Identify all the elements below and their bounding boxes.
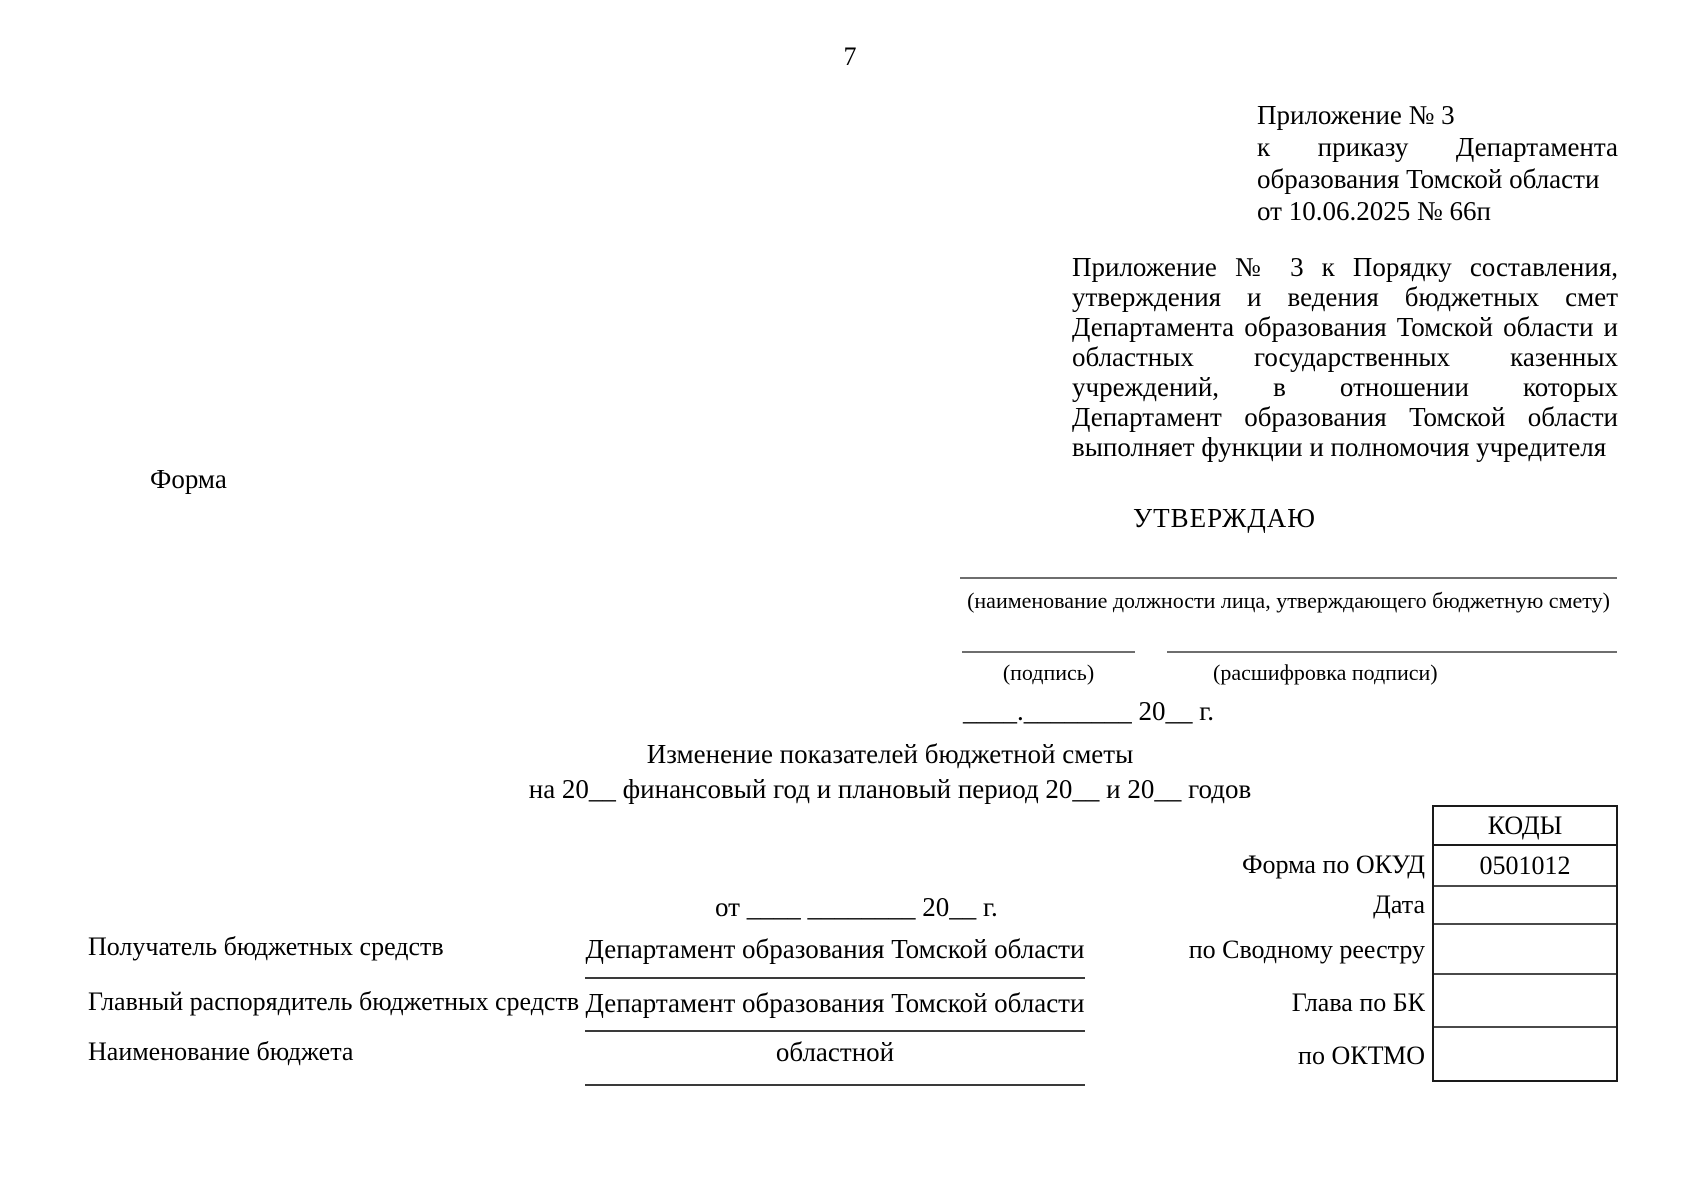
- registry-value-cell: [1434, 925, 1616, 975]
- signature-name-underline: [1167, 651, 1617, 653]
- recipient-value: Департамент образования Томской области: [585, 934, 1085, 964]
- budget-name-underline: [585, 1084, 1085, 1086]
- document-title-line1: Изменение показателей бюджетной сметы: [646, 739, 1134, 769]
- appendix-procedure-line: утверждения и ведения бюджетных смет: [1072, 282, 1618, 312]
- okud-label: Форма по ОКУД: [1242, 850, 1425, 879]
- appendix-procedure-line: Департамент образования Томской области: [1072, 402, 1618, 432]
- recipient-underline: [585, 977, 1085, 979]
- bk-chapter-value-cell: [1434, 975, 1616, 1028]
- appendix-order-line: Приложение № 3: [1257, 100, 1455, 130]
- administrator-value: Департамент образования Томской области: [585, 988, 1085, 1018]
- appendix-procedure-line: областных государственных казенных: [1072, 342, 1618, 372]
- okud-value-cell: 0501012: [1434, 846, 1616, 887]
- administrator-label: Главный распорядитель бюджетных средств: [88, 987, 580, 1016]
- appendix-procedure-line: Департамента образования Томской области и: [1072, 312, 1618, 342]
- signature-caption: (подпись): [1002, 660, 1095, 685]
- appendix-procedure-line: учреждений, в отношении которых: [1072, 372, 1618, 402]
- appendix-procedure-block: [1072, 252, 1618, 462]
- approve-date-blank: ____.________ 20__ г.: [963, 696, 1215, 726]
- budget-name-value: областной: [775, 1037, 895, 1067]
- appendix-order-block: [1257, 99, 1618, 227]
- document-title-line2: на 20__ финансовый год и плановый период 20__ и 20__ годов: [528, 774, 1252, 804]
- date-value-cell: [1434, 887, 1616, 925]
- oktmo-label: по ОКТМО: [1298, 1041, 1425, 1070]
- administrator-underline: [585, 1030, 1085, 1032]
- form-label: Форма: [150, 464, 227, 494]
- approver-position-underline: [960, 577, 1617, 579]
- document-date-blank: от ____ ________ 20__ г.: [715, 892, 998, 922]
- appendix-order-line: образования Томской области: [1257, 164, 1600, 194]
- appendix-procedure-line: Приложение № 3 к Порядку составления,: [1072, 252, 1618, 282]
- budget-name-label: Наименование бюджета: [88, 1037, 354, 1066]
- approver-position-caption: (наименование должности лица, утверждающего бюджетную смету): [967, 588, 1610, 613]
- page-number: 7: [843, 42, 857, 71]
- oktmo-value-cell: [1434, 1028, 1616, 1080]
- approve-heading: УТВЕРЖДАЮ: [1133, 503, 1317, 533]
- registry-label: по Сводному реестру: [1188, 935, 1425, 964]
- appendix-order-line: от 10.06.2025 № 66п: [1257, 196, 1491, 226]
- appendix-procedure-line: выполняет функции и полномочия учредителя: [1072, 432, 1607, 462]
- codes-table-header-cell: КОДЫ: [1434, 807, 1616, 846]
- date-label: Дата: [1373, 890, 1425, 919]
- codes-table: [1432, 805, 1618, 1082]
- recipient-label: Получатель бюджетных средств: [88, 932, 444, 961]
- appendix-order-line: к приказу Департамента: [1257, 132, 1618, 162]
- signature-name-caption: (расшифровка подписи): [1213, 660, 1438, 685]
- signature-underline: [962, 651, 1135, 653]
- bk-chapter-label: Глава по БК: [1291, 988, 1425, 1017]
